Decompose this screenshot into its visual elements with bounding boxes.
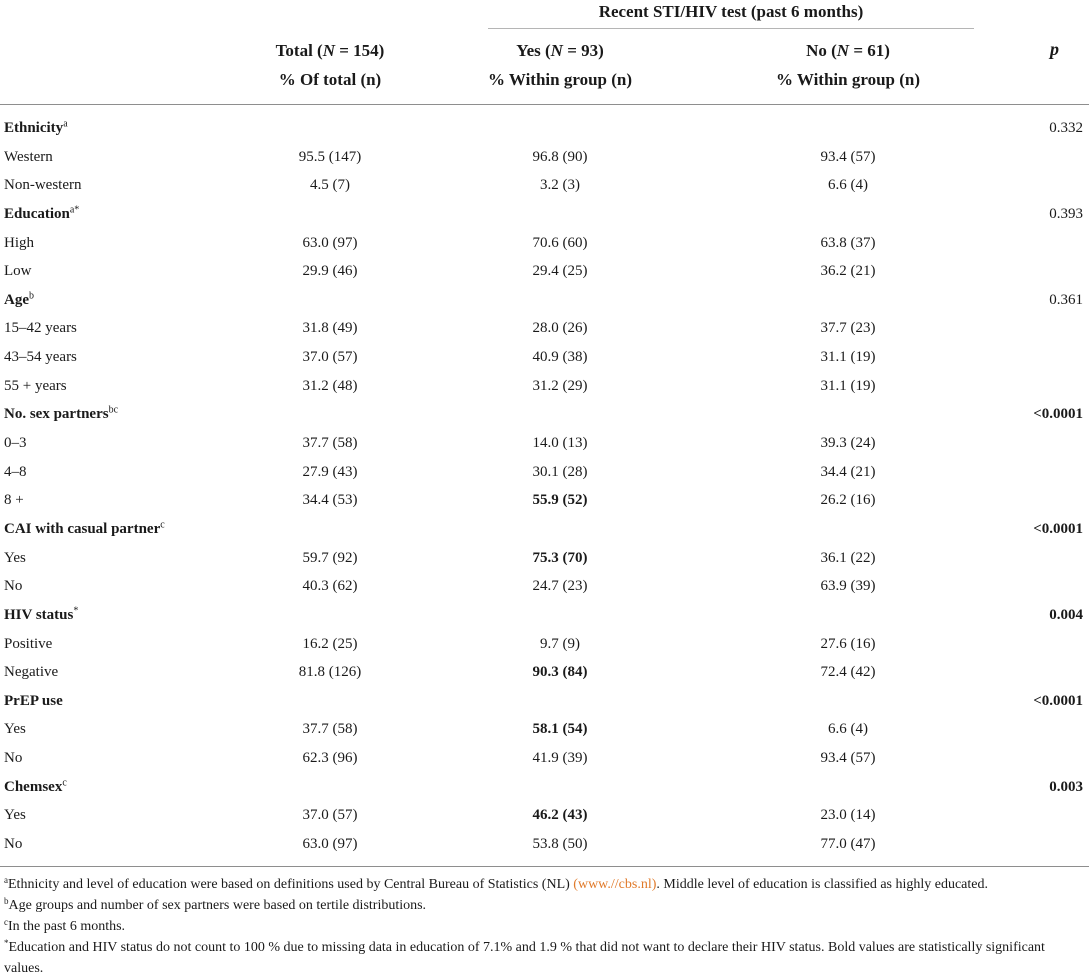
table-row	[0, 230, 1089, 259]
row-label: 0–3	[4, 435, 27, 452]
cell-yes: 3.2 (3)	[540, 177, 580, 194]
cell-total: 59.7 (92)	[302, 549, 358, 566]
cell-no: 93.4 (57)	[820, 148, 876, 165]
cell-yes: 90.3 (84)	[532, 664, 588, 681]
cell-yes: 40.9 (38)	[532, 349, 588, 366]
cell-total: 63.0 (97)	[302, 836, 358, 853]
group-header: Recent STI/HIV test (past 6 months)	[598, 2, 864, 21]
row-label: Low	[4, 263, 32, 280]
table-row	[0, 573, 1089, 602]
table-row	[0, 144, 1089, 173]
cell-no: 34.4 (21)	[820, 463, 876, 480]
footnote-a: $^a$Ethnicity and level of education were based on definitions used by Central Bureau of Statistics (NL) (www.//cbs.nl). Middle level of education is classified as highly educated.	[4, 875, 988, 892]
cell-no: 36.1 (22)	[820, 549, 876, 566]
cell-no: 31.1 (19)	[820, 349, 876, 366]
cell-yes: 24.7 (23)	[532, 578, 588, 595]
category-row	[0, 115, 1089, 144]
cell-yes: 53.8 (50)	[532, 836, 588, 853]
column-header-no: No (N = 61) % Within group (n)	[775, 41, 921, 89]
cell-no: 31.1 (19)	[820, 377, 876, 394]
row-label: 8 +	[4, 492, 24, 509]
cell-no: 37.7 (23)	[820, 320, 876, 337]
cell-total: 62.3 (96)	[302, 750, 358, 767]
table-row	[0, 315, 1089, 344]
cell-total: 37.7 (58)	[302, 721, 358, 738]
row-label: PrEP use	[4, 692, 63, 709]
row-label: 55 + years	[4, 377, 67, 394]
cell-yes: 46.2 (43)	[532, 807, 588, 824]
table-row	[0, 831, 1089, 860]
cell-yes: 31.2 (29)	[532, 377, 588, 394]
group-header-rule	[488, 28, 974, 29]
cell-total: 81.8 (126)	[298, 664, 362, 681]
cell-no: 93.4 (57)	[820, 750, 876, 767]
cell-yes: 75.3 (70)	[532, 549, 588, 566]
cell-yes: 30.1 (28)	[532, 463, 588, 480]
cell-no: 63.8 (37)	[820, 234, 876, 251]
table-row	[0, 373, 1089, 402]
cell-no: 6.6 (4)	[828, 177, 868, 194]
footnote-star: *Education and HIV status do not count to 100 % due to missing data in education of 7.1% and 1.9 % that did not want to declare their HIV status. Bold values are statistically significant values.	[4, 938, 1045, 976]
category-row	[0, 688, 1089, 717]
category-row	[0, 287, 1089, 316]
cell-total: 16.2 (25)	[302, 635, 358, 652]
cell-no: 23.0 (14)	[820, 807, 876, 824]
cell-yes: 96.8 (90)	[532, 148, 588, 165]
cell-yes: 29.4 (25)	[532, 263, 588, 280]
row-label: HIV status*	[4, 605, 79, 623]
cell-total: 34.4 (53)	[302, 492, 358, 509]
row-label: Yes	[4, 549, 26, 566]
column-header-p: p	[1050, 39, 1059, 59]
cell-p-value: <0.0001	[1033, 406, 1083, 423]
table-row	[0, 659, 1089, 688]
row-label: CAI with casual partner$^c$	[4, 519, 165, 537]
footnotes	[4, 874, 1086, 979]
table-row	[0, 258, 1089, 287]
cell-total: 95.5 (147)	[298, 148, 362, 165]
cbs-link[interactable]: (www.//cbs.nl)	[573, 877, 657, 892]
table-row	[0, 459, 1089, 488]
table-row	[0, 430, 1089, 459]
cell-total: 27.9 (43)	[302, 463, 358, 480]
row-label: No	[4, 836, 23, 853]
column-header-yes: Yes (N = 93) % Within group (n)	[487, 41, 633, 89]
table-row	[0, 545, 1089, 574]
cell-yes: 28.0 (26)	[532, 320, 588, 337]
cell-total: 40.3 (62)	[302, 578, 358, 595]
cell-total: 31.2 (48)	[302, 377, 358, 394]
category-row	[0, 401, 1089, 430]
cell-no: 36.2 (21)	[820, 263, 876, 280]
row-label: Yes	[4, 807, 26, 824]
cell-total: 63.0 (97)	[302, 234, 358, 251]
table-row	[0, 745, 1089, 774]
footer-rule	[0, 866, 1089, 867]
cell-total: 37.0 (57)	[302, 349, 358, 366]
footnote-b: $^b$Age groups and number of sex partners were based on tertile distributions.	[4, 896, 427, 913]
cell-total: 4.5 (7)	[310, 177, 350, 194]
row-label: No. sex partners$^{bc}$	[4, 404, 119, 423]
cell-no: 6.6 (4)	[828, 721, 868, 738]
row-label: Age$^b$	[4, 290, 34, 308]
cell-yes: 9.7 (9)	[540, 635, 580, 652]
cell-no: 39.3 (24)	[820, 435, 876, 452]
cell-yes: 55.9 (52)	[532, 492, 588, 509]
cell-no: 26.2 (16)	[820, 492, 876, 509]
header-rule	[0, 104, 1089, 105]
row-label: Education$^{a*}$	[4, 204, 80, 222]
column-header-total: Total (N = 154) % Of total (n)	[275, 41, 385, 89]
table-body	[0, 115, 1089, 860]
row-label: Ethnicity$^a$	[4, 118, 68, 136]
cell-yes: 70.6 (60)	[532, 234, 588, 251]
cell-no: 63.9 (39)	[820, 578, 876, 595]
cell-total: 29.9 (46)	[302, 263, 358, 280]
table-row	[0, 802, 1089, 831]
cell-p-value: <0.0001	[1033, 520, 1083, 537]
row-label: No	[4, 750, 23, 767]
table-row	[0, 344, 1089, 373]
table-row	[0, 172, 1089, 201]
cell-p-value: <0.0001	[1033, 692, 1083, 709]
footnote-c: $^c$In the past 6 months.	[4, 917, 126, 934]
category-row	[0, 774, 1089, 803]
cell-p-value: 0.003	[1049, 778, 1083, 795]
row-label: 15–42 years	[4, 320, 77, 337]
row-label: Western	[4, 148, 53, 165]
cell-p-value: 0.393	[1049, 205, 1083, 222]
row-label: High	[4, 234, 34, 251]
cell-yes: 41.9 (39)	[532, 750, 588, 767]
row-label: No	[4, 578, 23, 595]
category-row	[0, 201, 1089, 230]
cell-yes: 14.0 (13)	[532, 435, 588, 452]
row-label: Chemsex$^c$	[4, 777, 67, 795]
cell-yes: 58.1 (54)	[532, 721, 588, 738]
table-row	[0, 716, 1089, 745]
cell-p-value: 0.361	[1049, 291, 1083, 308]
category-row	[0, 516, 1089, 545]
cell-no: 27.6 (16)	[820, 635, 876, 652]
cell-total: 31.8 (49)	[302, 320, 358, 337]
cell-total: 37.0 (57)	[302, 807, 358, 824]
cell-p-value: 0.004	[1049, 606, 1083, 623]
category-row	[0, 602, 1089, 631]
table-row	[0, 631, 1089, 660]
row-label: 4–8	[4, 463, 27, 480]
cell-no: 72.4 (42)	[820, 664, 876, 681]
cell-no: 77.0 (47)	[820, 836, 876, 853]
row-label: Negative	[4, 664, 59, 681]
row-label: Non-western	[4, 177, 82, 194]
row-label: 43–54 years	[4, 349, 77, 366]
cell-total: 37.7 (58)	[302, 435, 358, 452]
cell-p-value: 0.332	[1049, 120, 1083, 136]
row-label: Positive	[4, 635, 53, 652]
table-row	[0, 487, 1089, 516]
row-label: Yes	[4, 721, 26, 738]
